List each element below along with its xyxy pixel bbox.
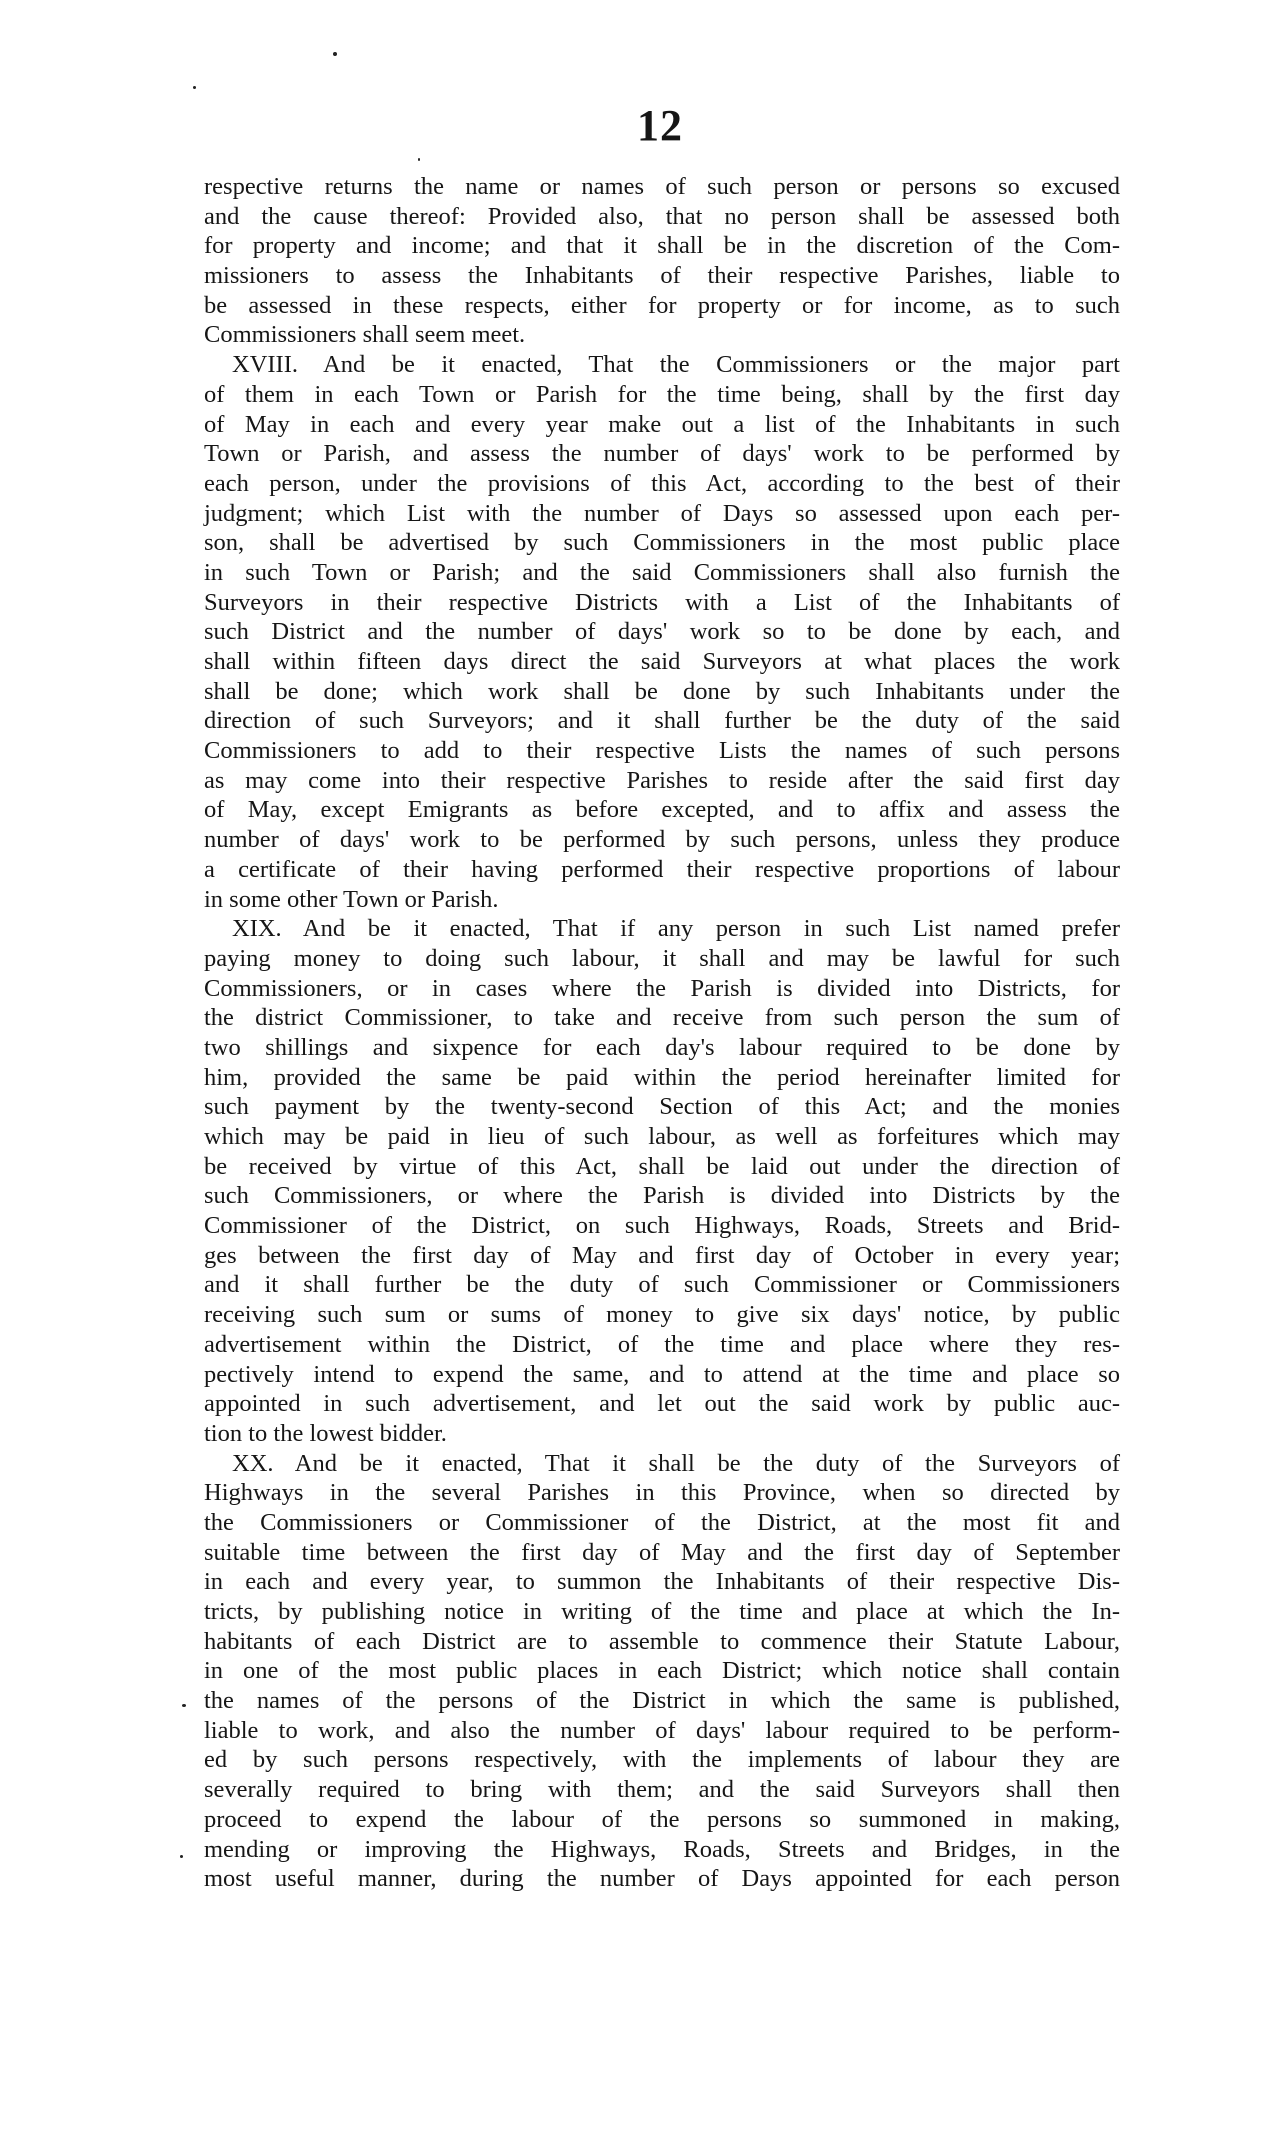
text-line: severally required to bring with them; and the said Surveyors shall then [204, 1776, 1120, 1804]
text-line: son, shall be advertised by such Commissioners in the most public place [204, 529, 1120, 557]
text-line: ed by such persons respectively, with the implements of labour they are [204, 1746, 1120, 1774]
text-line: of May in each and every year make out a list of the Inhabitants in such [204, 410, 1120, 438]
body-text [204, 172, 1120, 1894]
text-line: Surveyors in their respective Districts with a List of the Inhabitants of [204, 588, 1120, 616]
text-line: the Commissioners or Commissioner of the District, at the most fit and [204, 1508, 1120, 1536]
text-line: of them in each Town or Parish for the time being, shall by the first day [204, 380, 1120, 408]
text-line: Town or Parish, and assess the number of days' work to be performed by [204, 440, 1120, 468]
text-line: XIX. And be it enacted, That if any person in such List named prefer [232, 915, 1120, 943]
text-line: the names of the persons of the District in which the same is published, [204, 1687, 1120, 1715]
text-line: which may be paid in lieu of such labour, as well as forfeitures which may [204, 1123, 1120, 1150]
text-line: in such Town or Parish; and the said Commissioners shall also furnish the [204, 558, 1120, 586]
text-line: paying money to doing such labour, it shall and may be lawful for such [204, 944, 1120, 972]
text-line: Commissioners to add to their respective Lists the names of such persons [204, 737, 1120, 765]
text-line: XX. And be it enacted, That it shall be the duty of the Surveyors of [232, 1449, 1120, 1477]
text-line: habitants of each District are to assemble to commence their Statute Labour, [204, 1627, 1120, 1655]
text-line: pectively intend to expend the same, and to attend at the time and place so [204, 1360, 1120, 1388]
text-line: for property and income; and that it shall be in the discretion of the Com- [204, 232, 1120, 260]
text-line: advertisement within the District, of the time and place where they res- [204, 1330, 1120, 1358]
text-line: tion to the lowest bidder. [204, 1419, 447, 1447]
page-number: 12 [637, 101, 683, 150]
text-line: and the cause thereof: Provided also, that no person shall be assessed both [204, 202, 1120, 230]
text-line: shall be done; which work shall be done by such Inhabitants under the [204, 677, 1120, 705]
text-line: XVIII. And be it enacted, That the Commissioners or the major part [232, 351, 1120, 379]
text-line: Highways in the several Parishes in this Province, when so directed by [204, 1479, 1120, 1507]
text-line: as may come into their respective Parishes to reside after the said first day [204, 766, 1120, 794]
text-line: proceed to expend the labour of the persons so summoned in making, [204, 1805, 1120, 1833]
text-line: of May, except Emigrants as before excepted, and to affix and assess the [204, 796, 1120, 824]
ink-speck [333, 52, 337, 56]
text-line: in some other Town or Parish. [204, 885, 499, 913]
text-line: two shillings and sixpence for each day's labour required to be done by [204, 1033, 1120, 1061]
text-line: the district Commissioner, to take and receive from such person the sum of [204, 1004, 1120, 1032]
text-line: liable to work, and also the number of days' labour required to be perform- [204, 1716, 1120, 1744]
text-line: missioners to assess the Inhabitants of their respective Parishes, liable to [204, 262, 1120, 290]
text-line: number of days' work to be performed by such persons, unless they produce [204, 826, 1120, 854]
text-line: be received by virtue of this Act, shall be laid out under the direction of [204, 1152, 1120, 1180]
text-line: each person, under the provisions of this Act, according to the best of their [204, 469, 1120, 497]
text-line: in one of the most public places in each District; which notice shall contain [204, 1657, 1120, 1685]
ink-speck [182, 1704, 186, 1707]
text-line: tricts, by publishing notice in writing of the time and place at which the In- [204, 1598, 1120, 1625]
text-line: such payment by the twenty-second Section of this Act; and the monies [204, 1093, 1120, 1121]
text-line: and it shall further be the duty of such Commissioner or Commissioners [204, 1271, 1120, 1299]
text-line: Commissioners shall seem meet. [204, 321, 526, 349]
text-line: respective returns the name or names of such person or persons so excused [204, 173, 1120, 200]
ink-speck [180, 1855, 183, 1858]
text-line: suitable time between the first day of May and the first day of September [204, 1538, 1120, 1566]
text-line: judgment; which List with the number of Days so assessed upon each per- [204, 499, 1120, 527]
text-line: such Commissioners, or where the Parish is divided into Districts by the [204, 1182, 1120, 1210]
text-line: be assessed in these respects, either for property or for income, as to such [204, 291, 1120, 319]
text-line: ges between the first day of May and first day of October in every year; [204, 1241, 1120, 1269]
text-line: direction of such Surveyors; and it shall further be the duty of the said [204, 707, 1120, 735]
text-line: Commissioner of the District, on such Highways, Roads, Streets and Brid- [204, 1212, 1120, 1240]
text-line: him, provided the same be paid within the period hereinafter limited for [204, 1063, 1120, 1091]
text-line: a certificate of their having performed their respective proportions of labour [204, 855, 1120, 883]
text-line: receiving such sum or sums of money to give six days' notice, by public [204, 1301, 1120, 1329]
text-line: mending or improving the Highways, Roads, Streets and Bridges, in the [204, 1835, 1120, 1863]
text-line: Commissioners, or in cases where the Parish is divided into Districts, for [204, 974, 1120, 1002]
ink-speck [418, 158, 420, 161]
text-line: such District and the number of days' work so to be done by each, and [204, 618, 1120, 646]
text-line: shall within fifteen days direct the said Surveyors at what places the work [204, 648, 1120, 675]
text-line: in each and every year, to summon the Inhabitants of their respective Dis- [204, 1568, 1120, 1596]
text-line: appointed in such advertisement, and let out the said work by public auc- [204, 1390, 1120, 1418]
text-line: most useful manner, during the number of Days appointed for each person [204, 1865, 1120, 1893]
ink-speck [193, 86, 196, 89]
